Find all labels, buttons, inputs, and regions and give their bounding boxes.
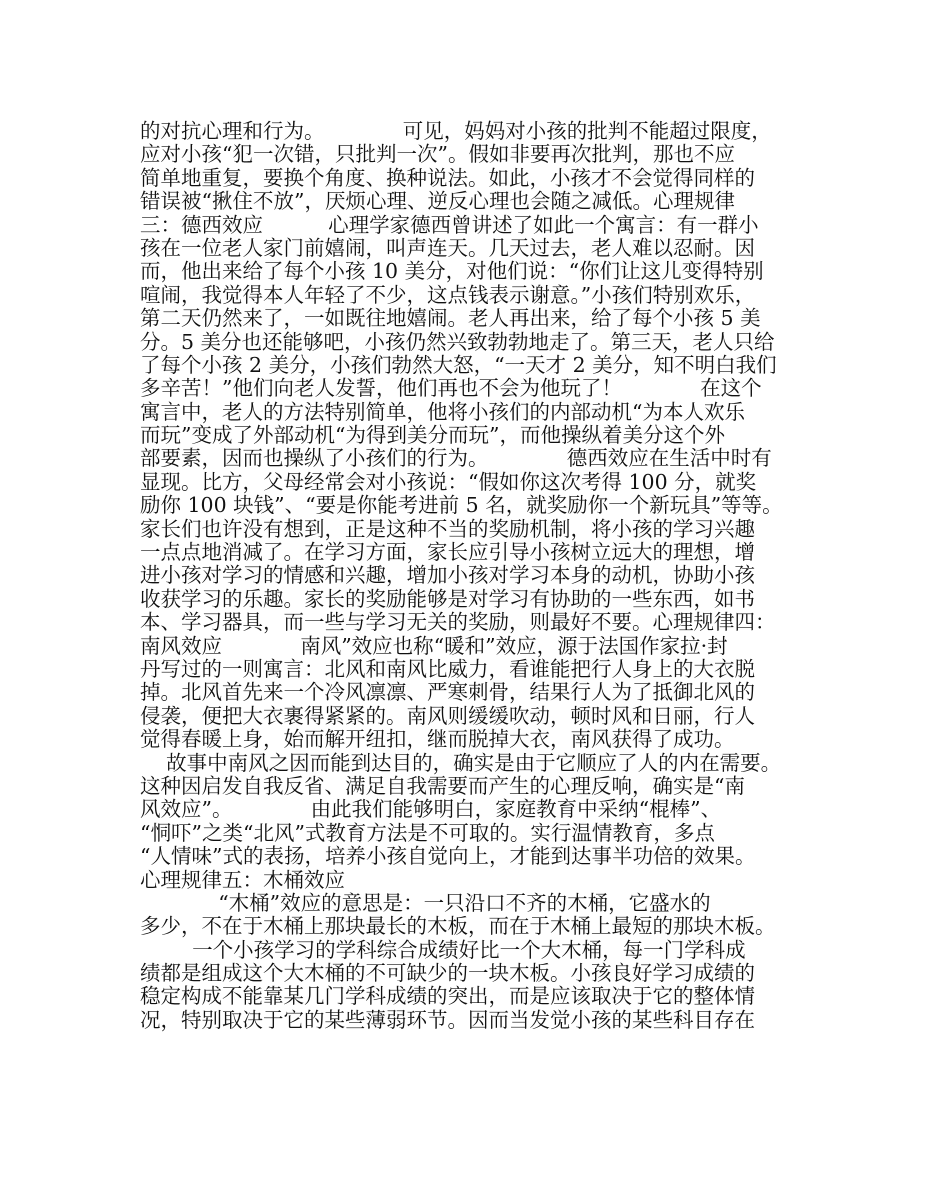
text-line: 侵袭，便把大衣裹得紧紧的。南风则缓缓吹动，顿时风和日丽，行人 [140, 703, 755, 728]
text-line: 错误被“揪住不放”，厌烦心理、逆反心理也会随之减低。心理规律 [140, 189, 735, 214]
text-line: 故事中南风之因而能到达目的，确实是由于它顺应了人的内在需要。 [140, 750, 782, 775]
text-line: 而玩”变成了外部动机“为得到美分而玩”，而他操纵着美分这个外 [140, 423, 725, 448]
text-line: 三：德西效应 心理学家德西曾讲述了如此一个寓言：有一群小 [140, 212, 759, 237]
text-line: 第二天仍然来了，一如既往地嬉闹。老人再出来，给了每个小孩 5 美 [140, 306, 761, 331]
text-line: 南风效应 南风”效应也称“暖和”效应，源于法国作家拉·封 [140, 633, 728, 658]
text-line: 进小孩对学习的情感和兴趣，增加小孩对学习本身的动机，协助小孩 [140, 563, 755, 588]
text-line: “人情味”式的表扬，培养小孩自觉向上，才能到达事半功倍的效果。 [140, 844, 756, 869]
text-line: 风效应”。 由此我们能够明白，家庭教育中采纳“棍棒”、 [140, 797, 722, 822]
text-line: 而，他出来给了每个小孩 10 美分，对他们说：“你们让这儿变得特别 [140, 259, 764, 284]
text-line: 喧闹，我觉得本人年轻了不少，这点钱表示谢意。”小孩们特别欢乐， [140, 282, 756, 307]
text-line: 掉。北风首先来一个冷风凛凛、严寒刺骨，结果行人为了抵御北风的 [140, 680, 755, 705]
text-line: 寓言中，老人的方法特别简单，他将小孩们的内部动机“为本人欢乐 [140, 399, 745, 424]
text-line: 收获学习的乐趣。家长的奖励能够是对学习有协助的一些东西，如书 [140, 586, 755, 611]
text-line: 稳定构成不能靠某几门学科成绩的突出，而是应该取决于它的整体情 [140, 984, 755, 1009]
text-line: 励你 100 块钱”、“要是你能考进前 5 名，就奖励你一个新玩具”等等。 [140, 493, 783, 518]
text-line: 心理规律五：木桶效应 [140, 867, 345, 892]
text-line: 的对抗心理和行为。 可见，妈妈对小孩的批判不能超过限度， [140, 119, 772, 143]
text-line: 多少，不在于木桶上那块最长的木板，而在于木桶上最短的那块木板。 [140, 914, 776, 939]
body-text [140, 120, 820, 1032]
text-line: 分。5 美分也还能够吧，小孩仍然兴致勃勃地走了。第三天，老人只给 [140, 329, 775, 354]
text-line: 多辛苦！”他们向老人发誓，他们再也不会为他玩了！ 在这个 [140, 376, 762, 401]
text-line: 本、学习器具，而一些与学习无关的奖励，则最好不要。心理规律四： [140, 610, 776, 635]
text-line: 况，特别取决于它的某些薄弱环节。因而当发觉小孩的某些科目存在 [140, 1007, 755, 1032]
text-line: “恫吓”之类“北风”式教育方法是不可取的。实行温情教育，多点 [140, 820, 715, 845]
text-line: 孩在一位老人家门前嬉闹，叫声连天。几天过去，老人难以忍耐。因 [140, 235, 755, 260]
text-line: 这种因启发自我反省、满足自我需要而产生的心理反响，确实是“南 [140, 773, 745, 798]
text-line: 丹写过的一则寓言：北风和南风比威力，看谁能把行人身上的大衣脱 [140, 656, 755, 681]
text-line: 应对小孩“犯一次错，只批判一次”。假如非要再次批判，那也不应 [140, 142, 735, 167]
text-line: “木桶”效应的意思是：一只沿口不齐的木桶，它盛水的 [140, 890, 711, 915]
text-line: 一个小孩学习的学科综合成绩好比一个大木桶，每一门学科成 [140, 937, 746, 962]
text-line: 了每个小孩 2 美分，小孩们勃然大怒，“一天才 2 美分，知不明白我们 [140, 352, 777, 377]
text-line: 部要素，因而也操纵了小孩们的行为。 德西效应在生活中时有 [140, 446, 772, 471]
text-line: 简单地重复，要换个角度、换种说法。如此，小孩才不会觉得同样的 [140, 165, 755, 190]
text-line: 绩都是组成这个大木桶的不可缺少的一块木板。小孩良好学习成绩的 [140, 961, 755, 986]
text-line: 觉得春暖上身，始而解开纽扣，继而脱掉大衣，南风获得了成功。 [140, 727, 735, 752]
text-line: 显现。比方，父母经常会对小孩说：“假如你这次考得 100 分，就奖 [140, 469, 757, 494]
text-line: 家长们也许没有想到，正是这种不当的奖励机制，将小孩的学习兴趣 [140, 516, 755, 541]
text-line: 一点点地消减了。在学习方面，家长应引导小孩树立远大的理想，增 [140, 540, 755, 565]
